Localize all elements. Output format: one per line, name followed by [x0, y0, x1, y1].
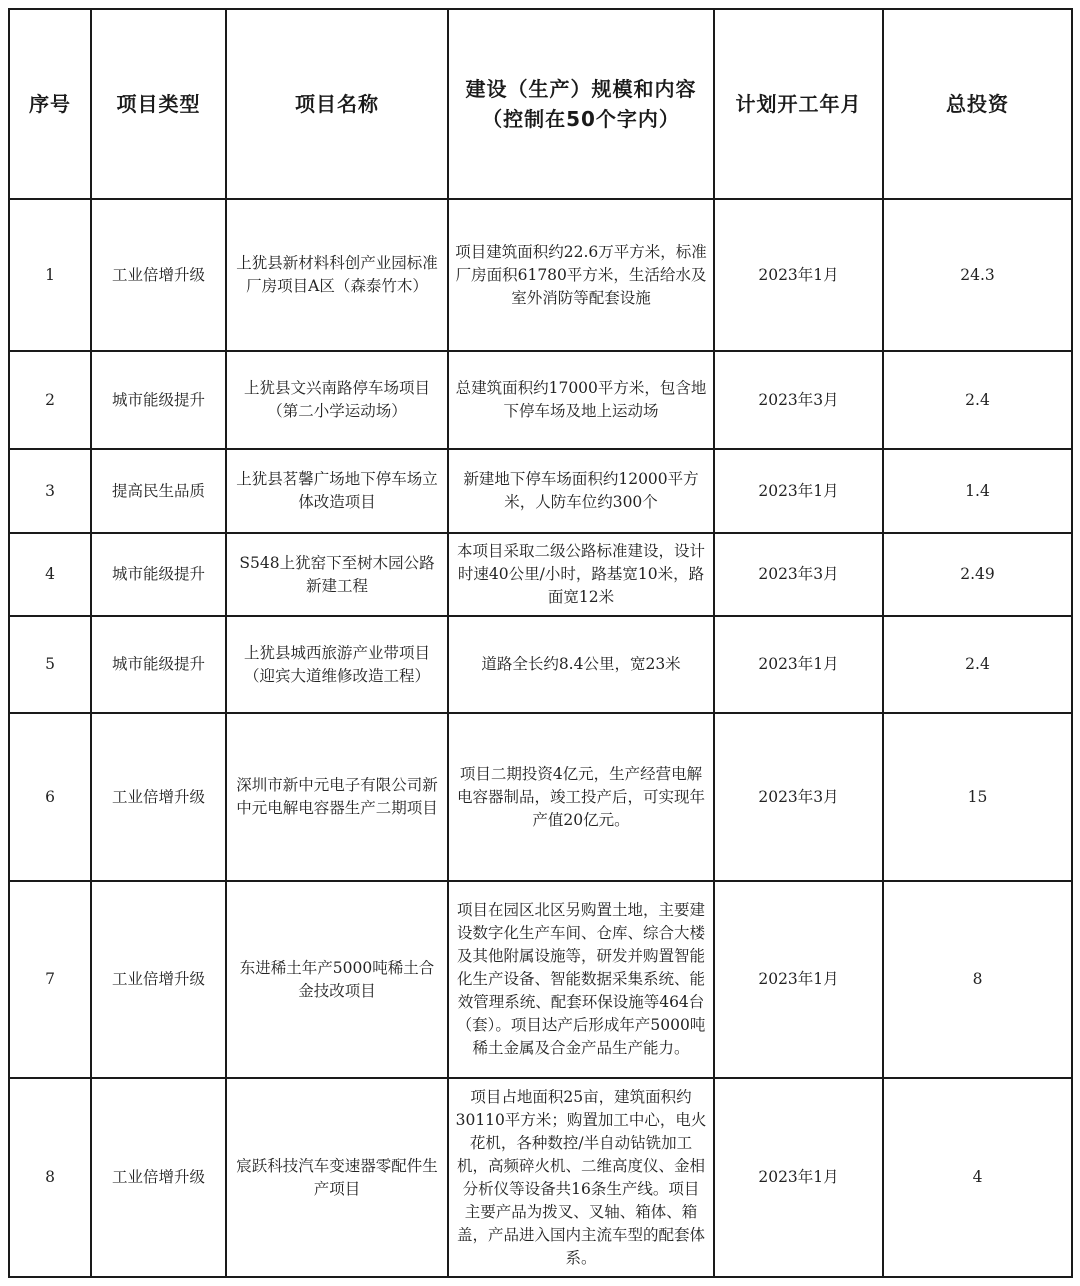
cell-scale: 项目建筑面积约22.6万平方米，标准厂房面积61780平方米，生活给水及室外消防等配套设施 [448, 199, 714, 351]
cell-name: S548上犹窑下至树木园公路新建工程 [226, 533, 448, 616]
cell-scale: 项目占地面积25亩，建筑面积约30110平方米；购置加工中心，电火花机，各种数控/半自动钻铣加工机，高频碎火机、二维高度仪、金相分析仪等设备共16条生产线。项目主要产品为拨叉、叉轴、箱体、箱盖，产品进入国内主流车型的配套体系。 [448, 1078, 714, 1277]
cell-scale: 项目二期投资4亿元，生产经营电解电容器制品，竣工投产后，可实现年产值20亿元。 [448, 713, 714, 881]
cell-seq: 3 [9, 449, 91, 533]
cell-investment: 4 [883, 1078, 1072, 1277]
table-row [9, 1078, 1072, 1277]
cell-investment: 2.4 [883, 616, 1072, 713]
cell-name: 深圳市新中元电子有限公司新中元电解电容器生产二期项目 [226, 713, 448, 881]
header-scale-line2: （控制在50个字内） [482, 107, 680, 131]
table-row [9, 616, 1072, 713]
cell-type: 提高民生品质 [91, 449, 226, 533]
cell-seq: 4 [9, 533, 91, 616]
cell-type: 工业倍增升级 [91, 1078, 226, 1277]
table-row [9, 199, 1072, 351]
cell-type: 工业倍增升级 [91, 199, 226, 351]
cell-start: 2023年3月 [714, 713, 883, 881]
cell-seq: 8 [9, 1078, 91, 1277]
cell-start: 2023年3月 [714, 533, 883, 616]
cell-scale: 新建地下停车场面积约12000平方米，人防车位约300个 [448, 449, 714, 533]
table-row [9, 881, 1072, 1078]
cell-scale: 项目在园区北区另购置土地，主要建设数字化生产车间、仓库、综合大楼及其他附属设施等，研发并购置智能化生产设备、智能数据采集系统、能效管理系统、配套环保设施等464台（套）。项目达产后形成年产5000吨稀土金属及合金产品生产能力。 [448, 881, 714, 1078]
cell-seq: 6 [9, 713, 91, 881]
cell-type: 城市能级提升 [91, 533, 226, 616]
table-row [9, 449, 1072, 533]
cell-seq: 5 [9, 616, 91, 713]
header-start: 计划开工年月 [714, 9, 883, 199]
project-table [8, 8, 1073, 1278]
cell-name: 宸跃科技汽车变速器零配件生产项目 [226, 1078, 448, 1277]
cell-name: 上犹县新材料科创产业园标准厂房项目A区（森泰竹木） [226, 199, 448, 351]
header-scale-line1: 建设（生产）规模和内容 [465, 77, 697, 101]
cell-investment: 8 [883, 881, 1072, 1078]
cell-name: 上犹县城西旅游产业带项目（迎宾大道维修改造工程） [226, 616, 448, 713]
table-row [9, 713, 1072, 881]
cell-name: 东进稀土年产5000吨稀土合金技改项目 [226, 881, 448, 1078]
header-name: 项目名称 [226, 9, 448, 199]
cell-investment: 15 [883, 713, 1072, 881]
cell-seq: 1 [9, 199, 91, 351]
cell-name: 上犹县文兴南路停车场项目（第二小学运动场） [226, 351, 448, 449]
cell-seq: 7 [9, 881, 91, 1078]
cell-investment: 24.3 [883, 199, 1072, 351]
header-type: 项目类型 [91, 9, 226, 199]
header-scale [448, 9, 714, 199]
cell-type: 工业倍增升级 [91, 881, 226, 1078]
cell-start: 2023年1月 [714, 449, 883, 533]
cell-seq: 2 [9, 351, 91, 449]
header-seq: 序号 [9, 9, 91, 199]
cell-start: 2023年3月 [714, 351, 883, 449]
cell-scale: 道路全长约8.4公里，宽23米 [448, 616, 714, 713]
header-investment: 总投资 [883, 9, 1072, 199]
table-row [9, 351, 1072, 449]
cell-start: 2023年1月 [714, 199, 883, 351]
cell-start: 2023年1月 [714, 616, 883, 713]
cell-name: 上犹县茗馨广场地下停车场立体改造项目 [226, 449, 448, 533]
cell-scale: 本项目采取二级公路标准建设，设计时速40公里/小时，路基宽10米，路面宽12米 [448, 533, 714, 616]
cell-type: 城市能级提升 [91, 351, 226, 449]
cell-start: 2023年1月 [714, 881, 883, 1078]
header-row [9, 9, 1072, 199]
cell-type: 城市能级提升 [91, 616, 226, 713]
cell-start: 2023年1月 [714, 1078, 883, 1277]
cell-investment: 2.4 [883, 351, 1072, 449]
cell-type: 工业倍增升级 [91, 713, 226, 881]
cell-investment: 1.4 [883, 449, 1072, 533]
cell-investment: 2.49 [883, 533, 1072, 616]
table-row [9, 533, 1072, 616]
cell-scale: 总建筑面积约17000平方米，包含地下停车场及地上运动场 [448, 351, 714, 449]
